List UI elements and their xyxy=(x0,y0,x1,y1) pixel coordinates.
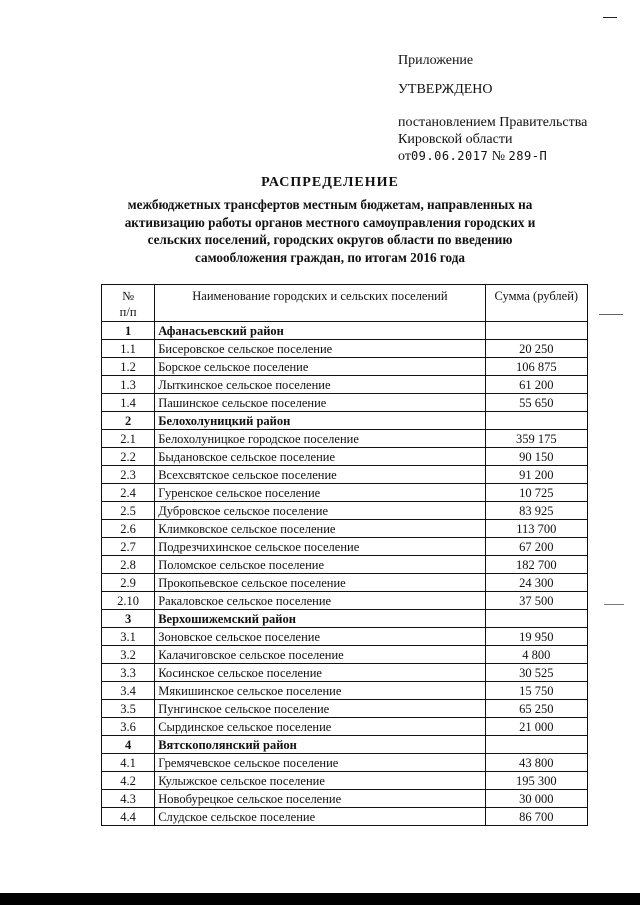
table-row xyxy=(102,718,588,736)
table-row xyxy=(102,394,588,412)
appendix-label: Приложение xyxy=(398,53,474,68)
row-name: Борское сельское поселение xyxy=(155,358,485,376)
row-sum: 30 000 xyxy=(485,790,587,808)
header-number-line1: № xyxy=(122,289,135,303)
row-sum xyxy=(485,610,587,628)
row-name: Всехсвятское сельское поселение xyxy=(155,466,485,484)
row-number: 1.1 xyxy=(102,340,155,358)
row-name: Афанасьевский район xyxy=(155,322,485,340)
row-name: Гремячевское сельское поселение xyxy=(155,754,485,772)
row-name: Дубровское сельское поселение xyxy=(155,502,485,520)
row-number: 3.2 xyxy=(102,646,155,664)
row-name: Верхошижемский район xyxy=(155,610,485,628)
row-name: Вятскополянский район xyxy=(155,736,485,754)
table-row xyxy=(102,448,588,466)
row-name: Кулыжское сельское поселение xyxy=(155,772,485,790)
row-name: Поломское сельское поселение xyxy=(155,556,485,574)
row-sum: 4 800 xyxy=(485,646,587,664)
decree-line-2: Кировской области xyxy=(398,132,513,147)
row-sum: 65 250 xyxy=(485,700,587,718)
row-name: Сырдинское сельское поселение xyxy=(155,718,485,736)
title-subtitle xyxy=(90,196,570,266)
row-number: 1.3 xyxy=(102,376,155,394)
table-row xyxy=(102,682,588,700)
row-sum: 106 875 xyxy=(485,358,587,376)
row-name: Подрезчихинское сельское поселение xyxy=(155,538,485,556)
table-row xyxy=(102,430,588,448)
subtitle-line: сельских поселений, городских округов области по введению xyxy=(147,232,513,247)
row-sum: 24 300 xyxy=(485,574,587,592)
row-name: Мякишинское сельское поселение xyxy=(155,682,485,700)
row-number: 4.1 xyxy=(102,754,155,772)
row-name: Пашинское сельское поселение xyxy=(155,394,485,412)
row-number: 2.8 xyxy=(102,556,155,574)
row-sum: 83 925 xyxy=(485,502,587,520)
table-row xyxy=(102,592,588,610)
district-row xyxy=(102,736,588,754)
row-name: Белохолуницкий район xyxy=(155,412,485,430)
document-title xyxy=(90,174,570,266)
row-sum: 91 200 xyxy=(485,466,587,484)
subtitle-line: самообложения граждан, по итогам 2016 года xyxy=(195,249,465,265)
row-name: Пунгинское сельское поселение xyxy=(155,700,485,718)
table-row xyxy=(102,376,588,394)
title-main: РАСПРЕДЕЛЕНИЕ xyxy=(261,175,399,190)
row-sum xyxy=(485,412,587,430)
header-number xyxy=(102,285,155,322)
scan-mark-top-right xyxy=(603,17,617,18)
table-row xyxy=(102,808,588,826)
row-sum xyxy=(485,736,587,754)
row-number: 2.7 xyxy=(102,538,155,556)
table-row xyxy=(102,646,588,664)
header-sum: Сумма (рублей) xyxy=(485,285,587,322)
table-row xyxy=(102,520,588,538)
number-prefix: № xyxy=(491,149,506,164)
row-sum: 20 250 xyxy=(485,340,587,358)
row-number: 2.5 xyxy=(102,502,155,520)
row-number: 1.4 xyxy=(102,394,155,412)
row-number: 2.4 xyxy=(102,484,155,502)
row-sum: 55 650 xyxy=(485,394,587,412)
approved-label: УТВЕРЖДЕНО xyxy=(398,82,493,97)
row-sum: 113 700 xyxy=(485,520,587,538)
row-number: 3.5 xyxy=(102,700,155,718)
decree-line-1: постановлением Правительства xyxy=(398,115,588,130)
row-number: 2.6 xyxy=(102,520,155,538)
row-sum: 359 175 xyxy=(485,430,587,448)
row-sum: 19 950 xyxy=(485,628,587,646)
district-row xyxy=(102,412,588,430)
decree-date-number xyxy=(398,148,587,165)
row-number: 2.1 xyxy=(102,430,155,448)
row-number: 3.3 xyxy=(102,664,155,682)
row-sum: 86 700 xyxy=(485,808,587,826)
subtitle-line: межбюджетных трансфертов местным бюджетам, направленных на xyxy=(127,197,533,212)
row-name: Лыткинское сельское поселение xyxy=(155,376,485,394)
row-number: 1 xyxy=(102,322,155,340)
row-name: Ракаловское сельское поселение xyxy=(155,592,485,610)
table-row xyxy=(102,754,588,772)
table-row xyxy=(102,664,588,682)
row-name: Гуренское сельское поселение xyxy=(155,484,485,502)
table-header-row xyxy=(102,285,588,322)
approval-stamp xyxy=(398,52,587,165)
table-row xyxy=(102,484,588,502)
row-name: Новобурецкое сельское поселение xyxy=(155,790,485,808)
scan-bottom-edge xyxy=(0,893,640,905)
table-row xyxy=(102,502,588,520)
row-number: 1.2 xyxy=(102,358,155,376)
table-row xyxy=(102,340,588,358)
row-sum xyxy=(485,322,587,340)
table-row xyxy=(102,628,588,646)
table-row xyxy=(102,358,588,376)
row-name: Белохолуницкое городское поселение xyxy=(155,430,485,448)
row-number: 4.4 xyxy=(102,808,155,826)
row-name: Прокопьевское сельское поселение xyxy=(155,574,485,592)
row-sum: 21 000 xyxy=(485,718,587,736)
district-row xyxy=(102,610,588,628)
row-name: Бисеровское сельское поселение xyxy=(155,340,485,358)
row-number: 4 xyxy=(102,736,155,754)
table-body xyxy=(102,322,588,826)
row-number: 3.1 xyxy=(102,628,155,646)
row-name: Быдановское сельское поселение xyxy=(155,448,485,466)
row-sum: 43 800 xyxy=(485,754,587,772)
table-row xyxy=(102,466,588,484)
row-sum: 61 200 xyxy=(485,376,587,394)
scan-mark-lower-right xyxy=(604,604,624,605)
row-sum: 15 750 xyxy=(485,682,587,700)
row-number: 3.4 xyxy=(102,682,155,700)
table-row xyxy=(102,772,588,790)
row-name: Косинское сельское поселение xyxy=(155,664,485,682)
table-row xyxy=(102,790,588,808)
decree-date: 09.06.2017 xyxy=(410,149,489,163)
table-row xyxy=(102,700,588,718)
row-sum: 67 200 xyxy=(485,538,587,556)
scan-mark-mid-right xyxy=(599,314,623,315)
row-sum: 10 725 xyxy=(485,484,587,502)
row-number: 2.10 xyxy=(102,592,155,610)
decree-number: 289-П xyxy=(508,149,548,163)
date-prefix: от xyxy=(398,149,411,164)
table-row xyxy=(102,574,588,592)
row-number: 2 xyxy=(102,412,155,430)
subtitle-line: активизацию работы органов местного самоуправления городских и xyxy=(124,214,536,230)
row-number: 4.3 xyxy=(102,790,155,808)
row-sum: 90 150 xyxy=(485,448,587,466)
header-name: Наименование городских и сельских поселений xyxy=(155,285,485,322)
row-name: Зоновское сельское поселение xyxy=(155,628,485,646)
district-row xyxy=(102,322,588,340)
row-name: Климковское сельское поселение xyxy=(155,520,485,538)
row-sum: 37 500 xyxy=(485,592,587,610)
distribution-table xyxy=(101,284,588,826)
row-number: 2.3 xyxy=(102,466,155,484)
header-number-line2: п/п xyxy=(119,305,137,319)
row-sum: 195 300 xyxy=(485,772,587,790)
row-number: 2.9 xyxy=(102,574,155,592)
row-name: Калачиговское сельское поселение xyxy=(155,646,485,664)
row-number: 3 xyxy=(102,610,155,628)
row-number: 3.6 xyxy=(102,718,155,736)
row-number: 2.2 xyxy=(102,448,155,466)
row-number: 4.2 xyxy=(102,772,155,790)
row-name: Слудское сельское поселение xyxy=(155,808,485,826)
row-sum: 30 525 xyxy=(485,664,587,682)
row-sum: 182 700 xyxy=(485,556,587,574)
table-row xyxy=(102,538,588,556)
table-row xyxy=(102,556,588,574)
